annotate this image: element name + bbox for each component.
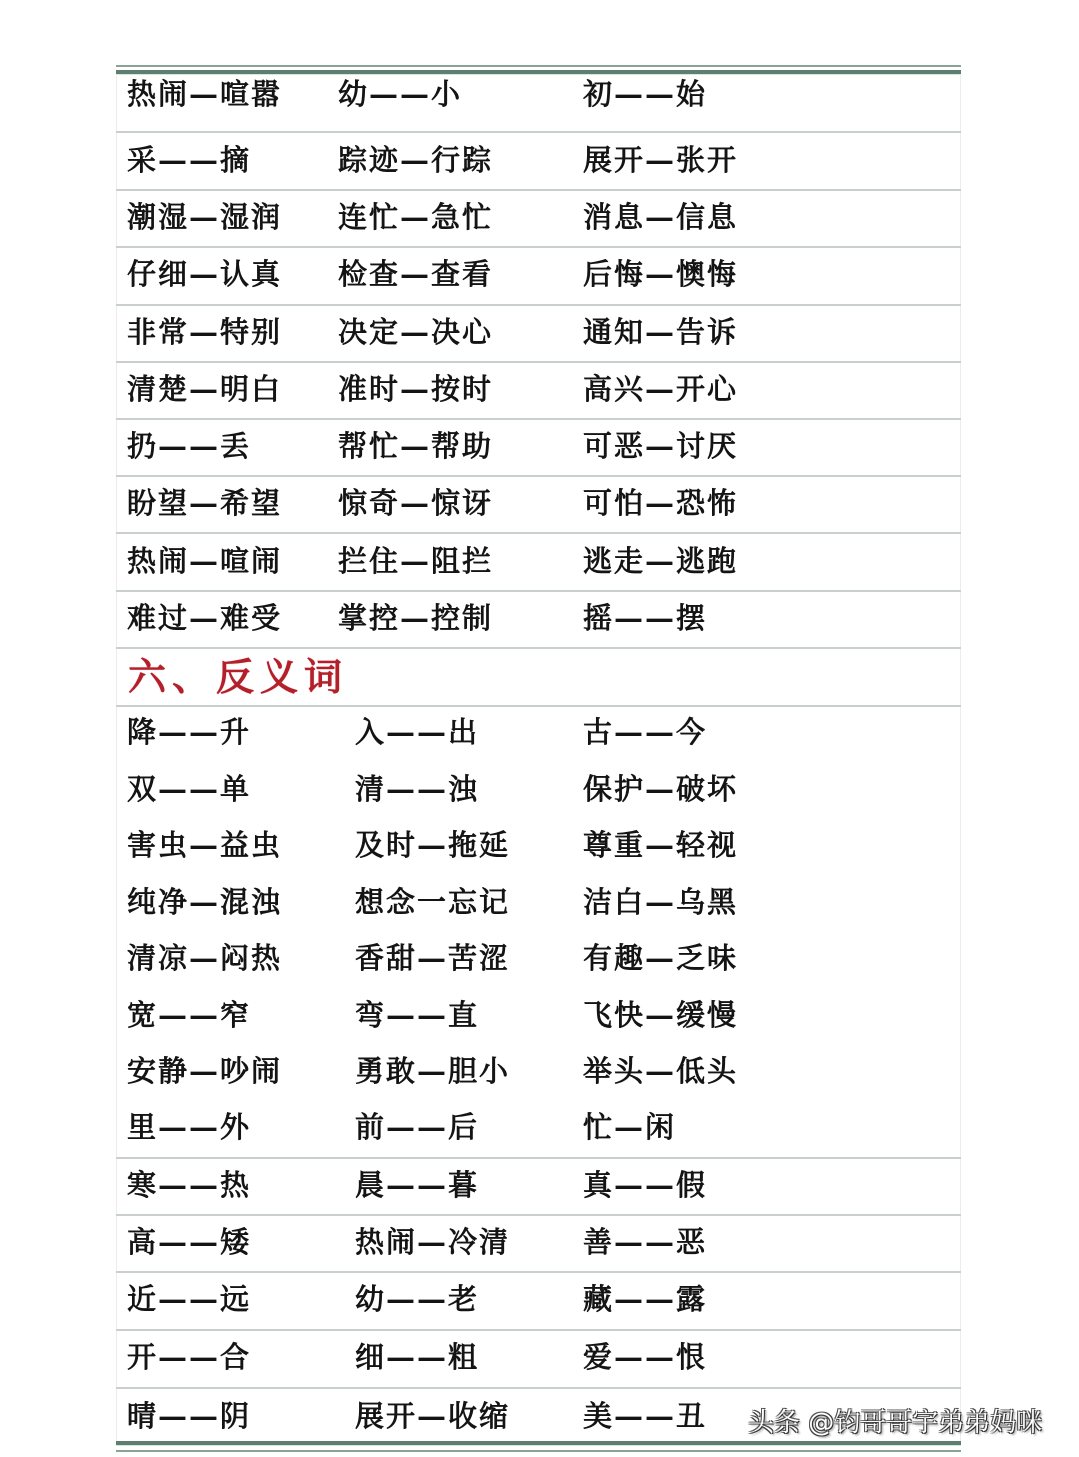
word-pair: 惊奇—惊讶 xyxy=(338,486,494,520)
word-pair: 帮忙—帮助 xyxy=(338,429,494,463)
word-pair: 双——单 xyxy=(127,772,252,806)
word-pair: 展开—收缩 xyxy=(355,1399,511,1433)
bottom-rule-thick xyxy=(116,1441,961,1445)
word-pair: 热闹—喧闹 xyxy=(127,544,283,578)
word-pair: 藏——露 xyxy=(583,1282,708,1316)
word-pair: 忙—闲 xyxy=(583,1110,677,1144)
table-row xyxy=(116,133,961,191)
table-row xyxy=(116,363,961,420)
word-pair: 可恶—讨厌 xyxy=(583,429,739,463)
word-pair: 勇敢—胆小 xyxy=(355,1054,511,1088)
word-pair: 近——远 xyxy=(127,1282,252,1316)
word-pair: 古——今 xyxy=(583,715,708,749)
word-pair: 寒——热 xyxy=(127,1168,252,1202)
table-row xyxy=(116,1047,961,1103)
word-pair: 决定—决心 xyxy=(338,315,494,349)
word-pair: 里——外 xyxy=(127,1110,252,1144)
word-pair: 消息—信息 xyxy=(583,200,739,234)
word-pair: 保护—破坏 xyxy=(583,772,739,806)
word-pair: 扔——丢 xyxy=(127,429,252,463)
word-pair: 入——出 xyxy=(355,715,480,749)
word-pair: 清凉—闷热 xyxy=(127,941,283,975)
word-pair: 通知—告诉 xyxy=(583,315,739,349)
word-pair: 幼——小 xyxy=(338,77,463,111)
section-title: 六、反义词 xyxy=(128,654,349,699)
table-row xyxy=(116,477,961,534)
word-pair: 逃走—逃跑 xyxy=(583,544,739,578)
word-pair: 降——升 xyxy=(127,715,252,749)
word-pair: 安静—吵闹 xyxy=(127,1054,283,1088)
word-pair: 踪迹—行踪 xyxy=(338,143,494,177)
word-pair: 纯净—混浊 xyxy=(127,885,283,919)
word-pair: 盼望—希望 xyxy=(127,486,283,520)
word-pair: 展开—张开 xyxy=(583,143,739,177)
table-row xyxy=(116,933,961,990)
word-pair: 宽——窄 xyxy=(127,998,252,1032)
word-pair: 前——后 xyxy=(355,1110,480,1144)
word-pair: 飞快—缓慢 xyxy=(583,998,739,1032)
table-row xyxy=(116,707,961,764)
word-pair: 清——浊 xyxy=(355,772,480,806)
word-pair: 尊重—轻视 xyxy=(583,828,739,862)
word-pair: 潮湿—湿润 xyxy=(127,200,283,234)
word-pair: 清楚—明白 xyxy=(127,372,283,406)
word-pair: 仔细—认真 xyxy=(127,257,283,291)
word-pair: 香甜—苦涩 xyxy=(355,941,511,975)
top-rule-thin xyxy=(116,65,961,67)
word-pair: 真——假 xyxy=(583,1168,708,1202)
table-row xyxy=(116,1103,961,1159)
word-pair: 热闹—冷清 xyxy=(355,1225,511,1259)
table-row xyxy=(116,248,961,306)
table-row xyxy=(116,420,961,477)
table-row xyxy=(116,306,961,363)
table-row xyxy=(116,1159,961,1216)
table-row xyxy=(116,534,961,592)
word-pair: 举头—低头 xyxy=(583,1054,739,1088)
word-pair: 细——粗 xyxy=(355,1340,480,1374)
word-pair: 有趣—乏味 xyxy=(583,941,739,975)
table-row xyxy=(116,74,961,133)
word-pair: 晨——暮 xyxy=(355,1168,480,1202)
word-pair: 检查—查看 xyxy=(338,257,494,291)
word-pair: 幼——老 xyxy=(355,1282,480,1316)
word-pair: 洁白—乌黑 xyxy=(583,885,739,919)
table-row xyxy=(116,990,961,1047)
word-pair: 后悔—懊悔 xyxy=(583,257,739,291)
table-row xyxy=(116,877,961,933)
word-pair: 弯——直 xyxy=(355,998,480,1032)
table-row xyxy=(116,764,961,820)
word-pair: 及时—拖延 xyxy=(355,828,511,862)
word-pair: 开——合 xyxy=(127,1340,252,1374)
table-row xyxy=(116,1216,961,1273)
word-pair: 想念一忘记 xyxy=(355,885,511,919)
word-pair: 爱——恨 xyxy=(583,1340,708,1374)
word-pair: 摇——摆 xyxy=(583,601,708,635)
table-row xyxy=(116,191,961,248)
word-pair: 准时—按时 xyxy=(338,372,494,406)
table-row xyxy=(116,1273,961,1331)
word-list-page xyxy=(116,0,961,1457)
bottom-rule-thin xyxy=(116,1450,961,1452)
word-pair: 高兴—开心 xyxy=(583,372,739,406)
watermark-text: 头条 @钧哥哥宇弟弟妈咪 xyxy=(748,1408,1043,1438)
word-pair: 采——摘 xyxy=(127,143,252,177)
word-pair: 晴——阴 xyxy=(127,1399,252,1433)
section-header-antonyms xyxy=(116,649,961,707)
word-pair: 非常—特别 xyxy=(127,315,283,349)
word-pair: 害虫—益虫 xyxy=(127,828,283,862)
word-pair: 初——始 xyxy=(583,77,708,111)
word-pair: 善——恶 xyxy=(583,1225,708,1259)
word-pair: 美——丑 xyxy=(583,1399,708,1433)
word-pair: 高——矮 xyxy=(127,1225,252,1259)
word-pair: 拦住—阻拦 xyxy=(338,544,494,578)
word-pair: 可怕—恐怖 xyxy=(583,486,739,520)
word-pair: 难过—难受 xyxy=(127,601,283,635)
word-pair: 热闹—喧嚣 xyxy=(127,77,283,111)
table-row xyxy=(116,1331,961,1389)
word-pair: 连忙—急忙 xyxy=(338,200,494,234)
table-row xyxy=(116,820,961,877)
word-pair: 掌控—控制 xyxy=(338,601,494,635)
table-row xyxy=(116,592,961,649)
